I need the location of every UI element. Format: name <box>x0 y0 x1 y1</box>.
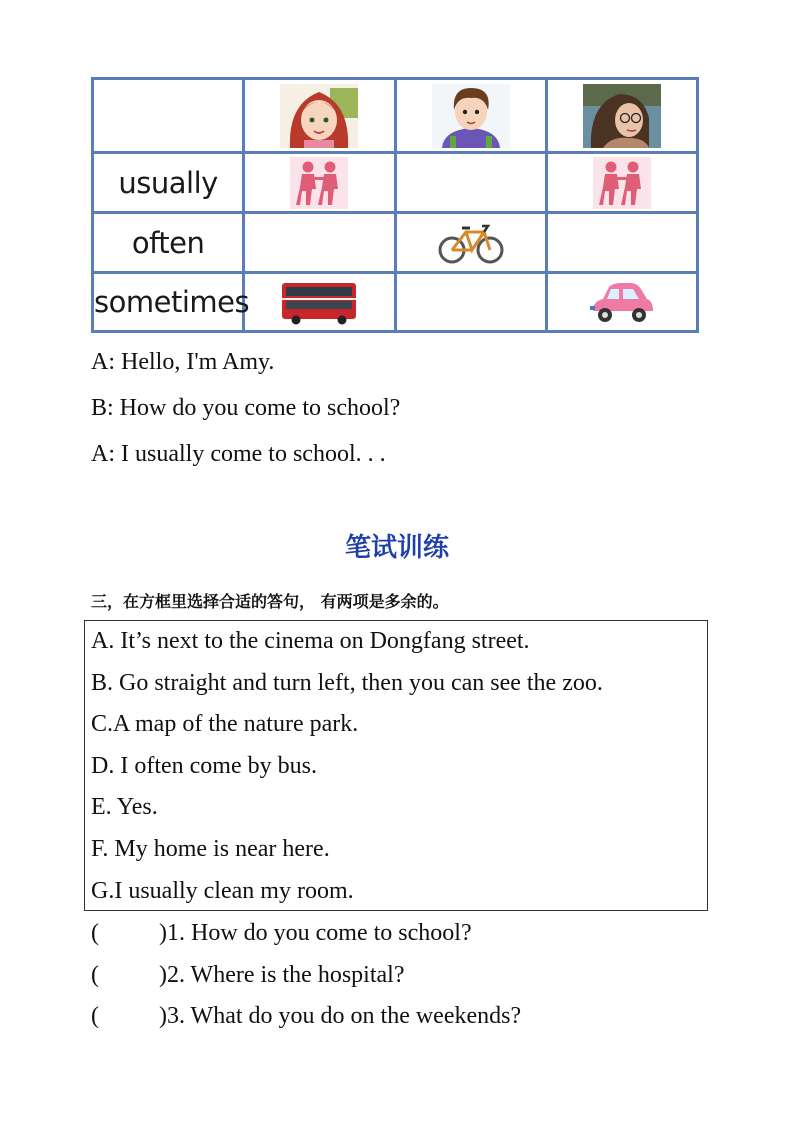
boy-purple-shirt-picture <box>432 84 510 148</box>
table-row <box>93 153 698 213</box>
bus-icon <box>280 279 358 325</box>
option-g: G.I usually clean my room. <box>91 878 354 904</box>
row-label-cell <box>93 213 244 273</box>
option-b: B. Go straight and turn left, then you can see the zoo. <box>91 670 603 696</box>
car-icon <box>589 279 655 325</box>
question-1 <box>91 920 472 947</box>
row-label-cell <box>93 273 250 332</box>
option-e: E. Yes. <box>91 794 158 820</box>
option-c: C.A map of the nature park. <box>91 711 359 737</box>
dialogue-line-1: A: Hello, I'm Amy. <box>91 349 275 375</box>
row-label-sometimes: sometimes <box>94 285 250 319</box>
walk-icon <box>290 157 348 209</box>
question-3 <box>91 1003 521 1030</box>
section-title: 笔试训练 <box>344 533 449 563</box>
table-cell <box>546 273 697 332</box>
option-d: D. I often come by bus. <box>91 753 317 779</box>
answer-blank[interactable]: ( <box>91 920 99 946</box>
table-header-cell <box>546 79 697 153</box>
dialogue-line-3: A: I usually come to school. . . <box>91 441 386 467</box>
dialogue-line-2: B: How do you come to school? <box>91 395 401 421</box>
table-row <box>93 213 698 273</box>
woman-glasses-picture <box>583 84 661 148</box>
option-a: A. It’s next to the cinema on Dongfang street. <box>91 628 530 654</box>
question-2 <box>91 962 404 989</box>
table-cell <box>546 213 697 273</box>
table-cell <box>546 153 697 213</box>
answer-options-box <box>84 620 708 911</box>
walk-icon <box>593 157 651 209</box>
row-label-cell <box>93 153 244 213</box>
table-row <box>93 273 698 332</box>
table-cell <box>395 273 546 332</box>
table-cell <box>244 273 395 332</box>
question-text: )2. Where is the hospital? <box>159 962 405 988</box>
table-corner-cell <box>93 79 244 153</box>
question-text: )3. What do you do on the weekends? <box>159 1003 522 1029</box>
row-label-usually: usually <box>118 165 218 200</box>
transport-table <box>91 77 699 333</box>
girl-red-hair-picture <box>280 84 358 148</box>
table-header-cell <box>244 79 395 153</box>
exercise-instruction: 三，在方框里选择合适的答句， 有两项是多余的。 <box>91 592 449 611</box>
table-header-row <box>93 79 698 153</box>
table-cell <box>395 213 546 273</box>
table-cell <box>244 213 395 273</box>
answer-blank[interactable]: ( <box>91 962 99 988</box>
row-label-often: often <box>131 225 205 260</box>
table-cell <box>244 153 395 213</box>
table-header-cell <box>395 79 546 153</box>
answer-blank[interactable]: ( <box>91 1003 99 1029</box>
option-f: F. My home is near here. <box>91 836 330 862</box>
bike-icon <box>438 218 504 268</box>
question-text: )1. How do you come to school? <box>159 920 472 946</box>
table-cell <box>395 153 546 213</box>
